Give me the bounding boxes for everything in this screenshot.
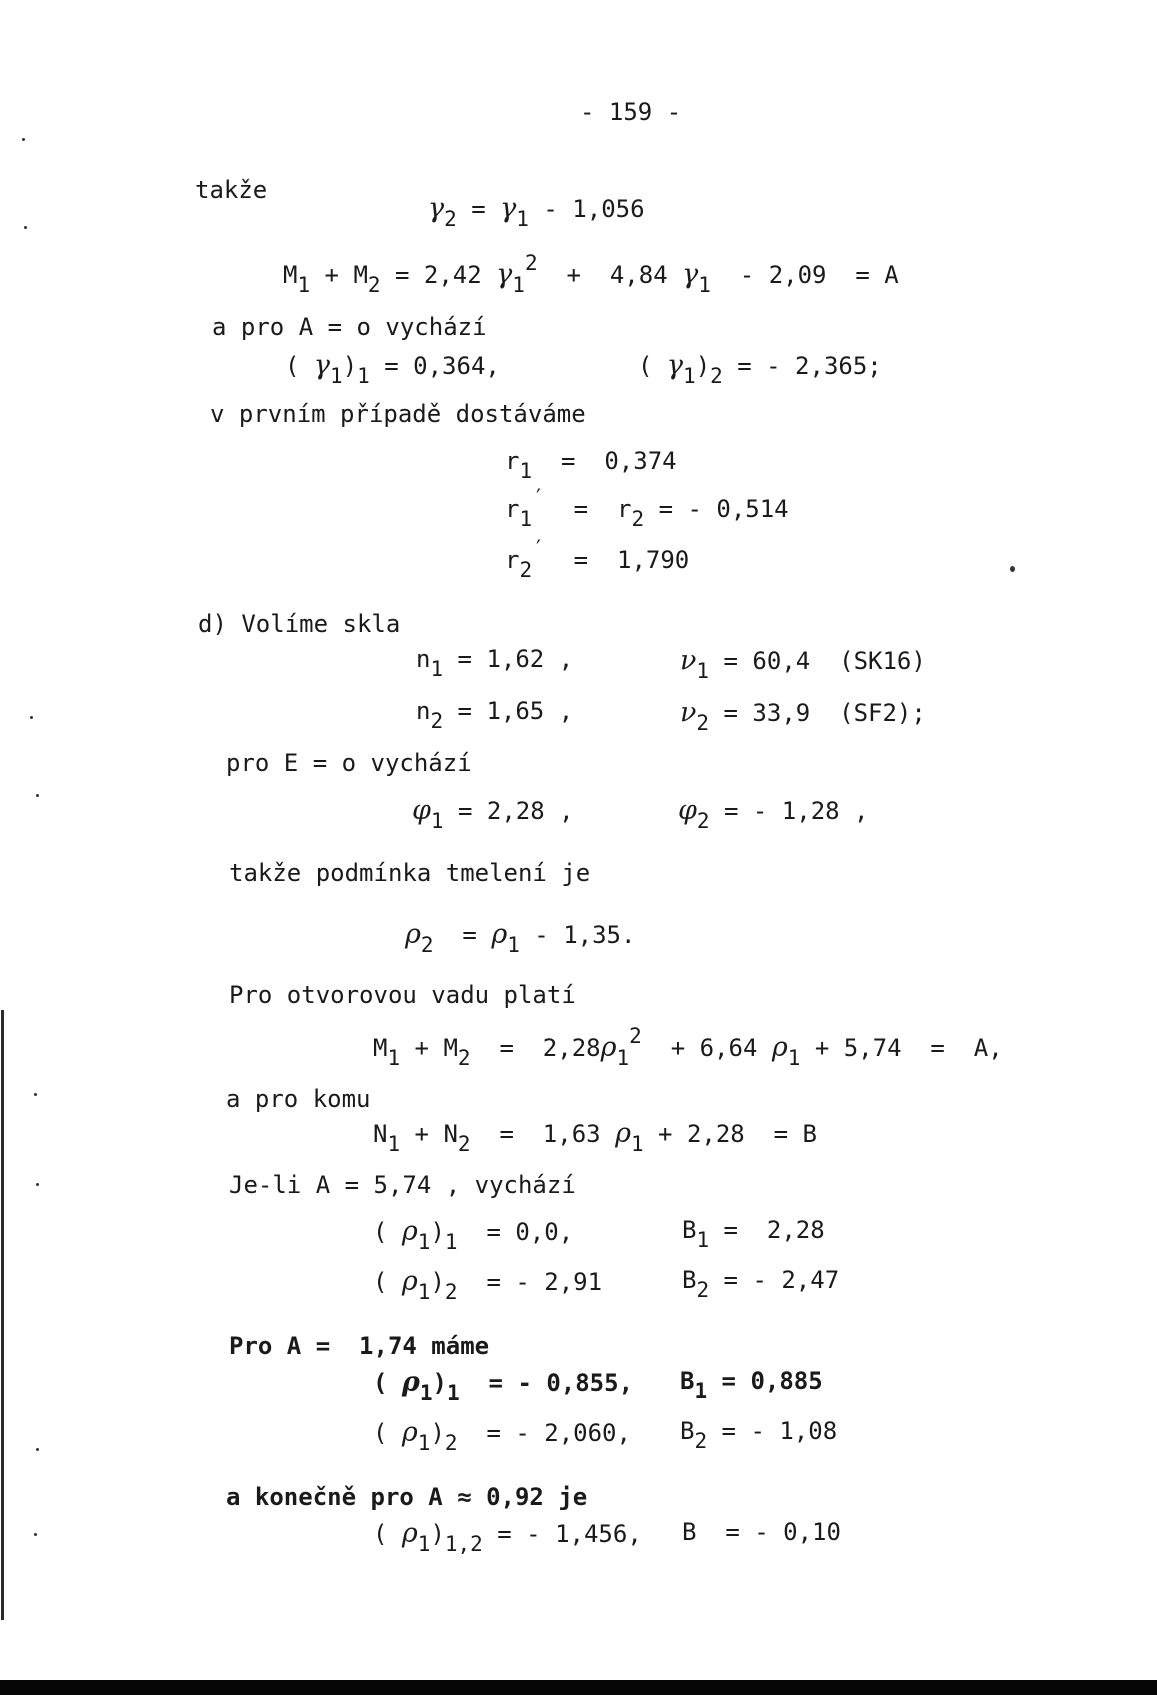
gamma-symbol: γ bbox=[496, 259, 513, 290]
equation-b2-a: B2 = - 2,47 bbox=[682, 1266, 840, 1302]
scan-speck bbox=[1010, 566, 1015, 572]
text-line-pro-a: Pro A = 1,74 máme bbox=[229, 1332, 490, 1360]
gamma-symbol: γ bbox=[666, 350, 684, 381]
equation-rho-root1-a: ( ρ1)1 = 0,0, bbox=[373, 1216, 574, 1254]
rho-symbol: ρ bbox=[401, 1417, 418, 1448]
gamma-symbol: γ bbox=[313, 350, 331, 381]
section-d-heading: d) Volíme skla bbox=[198, 610, 401, 638]
scan-speck bbox=[34, 1533, 37, 1536]
equation-b1-a: B1 = 2,28 bbox=[682, 1216, 825, 1252]
gamma-symbol: γ bbox=[428, 193, 445, 224]
gamma-symbol: γ bbox=[682, 259, 699, 290]
rho-symbol: ρ bbox=[405, 919, 421, 950]
gamma-symbol: γ bbox=[500, 193, 517, 224]
scan-speck bbox=[36, 1183, 39, 1186]
phi-symbol: φ bbox=[678, 795, 697, 826]
scan-speck bbox=[34, 1093, 37, 1096]
equation-r1-prime: r1′ = r2 = - 0,514 bbox=[505, 485, 789, 531]
equation-rho2: ρ2 = ρ1 - 1,35. bbox=[405, 919, 636, 957]
rho-symbol: ρ bbox=[491, 919, 508, 950]
equation-rho-root2-a: ( ρ1)2 = - 2,91 bbox=[373, 1266, 603, 1304]
equation-m-sum-gamma: M1 + M2 = 2,42 γ12 + 4,84 γ1 - 2,09 = A bbox=[283, 251, 899, 297]
rho-symbol: ρ bbox=[401, 1266, 418, 1297]
rho-symbol: ρ bbox=[600, 1032, 617, 1063]
equation-b2-b: B2 = - 1,08 bbox=[680, 1417, 838, 1453]
equation-gamma-root1: ( γ1)1 = 0,364, bbox=[285, 350, 500, 388]
equation-nu2: ν2 = 33,9 (SF2); bbox=[680, 697, 926, 735]
page-number: - 159 - bbox=[580, 98, 682, 126]
scan-speck bbox=[24, 226, 27, 229]
scan-bottom-border bbox=[0, 1680, 1157, 1695]
text-line-je-li: Je-li A = 5,74 , vychází bbox=[229, 1171, 576, 1199]
equation-rho-root1-b: ( ρ1)1 = - 0,855, bbox=[373, 1367, 634, 1405]
text-line-a-pro: a pro A = o vychází bbox=[212, 313, 487, 341]
scan-speck bbox=[36, 1448, 39, 1451]
equation-n1: n1 = 1,62 , bbox=[416, 645, 574, 681]
scan-left-edge bbox=[1, 1010, 4, 1620]
equation-n-sum: N1 + N2 = 1,63 ρ1 + 2,28 = B bbox=[373, 1118, 817, 1156]
equation-r2-prime: r2′ = 1,790 bbox=[505, 536, 690, 582]
scan-speck bbox=[36, 794, 39, 797]
equation-rho-root2-b: ( ρ1)2 = - 2,060, bbox=[373, 1417, 631, 1455]
equation-b-final: B = - 0,10 bbox=[682, 1518, 841, 1546]
rho-symbol: ρ bbox=[771, 1032, 788, 1063]
scan-speck bbox=[30, 716, 33, 719]
rho-symbol: ρ bbox=[615, 1118, 631, 1149]
rho-symbol: ρ bbox=[401, 1518, 418, 1549]
equation-rho-double-root: ( ρ1)1,2 = - 1,456, bbox=[373, 1518, 642, 1556]
equation-phi1: φ1 = 2,28 , bbox=[412, 795, 574, 833]
equation-phi2: φ2 = - 1,28 , bbox=[678, 795, 869, 833]
equation-b1-b: B1 = 0,885 bbox=[680, 1367, 823, 1403]
phi-symbol: φ bbox=[412, 795, 431, 826]
nu-symbol: ν bbox=[680, 645, 697, 676]
nu-symbol: ν bbox=[680, 697, 697, 728]
equation-gamma2: γ2 = γ1 - 1,056 bbox=[428, 193, 645, 231]
text-line-konecne: a konečně pro A ≈ 0,92 je bbox=[226, 1483, 588, 1511]
text-line-komu: a pro komu bbox=[226, 1085, 371, 1113]
text-line-takze: takže bbox=[195, 176, 268, 204]
text-line-podminka: takže podmínka tmelení je bbox=[229, 859, 591, 887]
scan-speck bbox=[22, 138, 25, 141]
equation-r1: r1 = 0,374 bbox=[505, 447, 677, 483]
text-line-pro-e: pro E = o vychází bbox=[226, 749, 472, 777]
equation-nu1: ν1 = 60,4 (SK16) bbox=[680, 645, 926, 683]
text-line-v-prvnim: v prvním případě dostáváme bbox=[210, 400, 586, 428]
rho-symbol: ρ bbox=[401, 1367, 420, 1398]
equation-gamma-root2: ( γ1)2 = - 2,365; bbox=[638, 350, 882, 388]
equation-n2: n2 = 1,65 , bbox=[416, 697, 574, 733]
equation-m-sum-rho: M1 + M2 = 2,28ρ12 + 6,64 ρ1 + 5,74 = A, bbox=[373, 1024, 1003, 1070]
text-line-otvorova: Pro otvorovou vadu platí bbox=[229, 981, 576, 1009]
rho-symbol: ρ bbox=[401, 1216, 418, 1247]
